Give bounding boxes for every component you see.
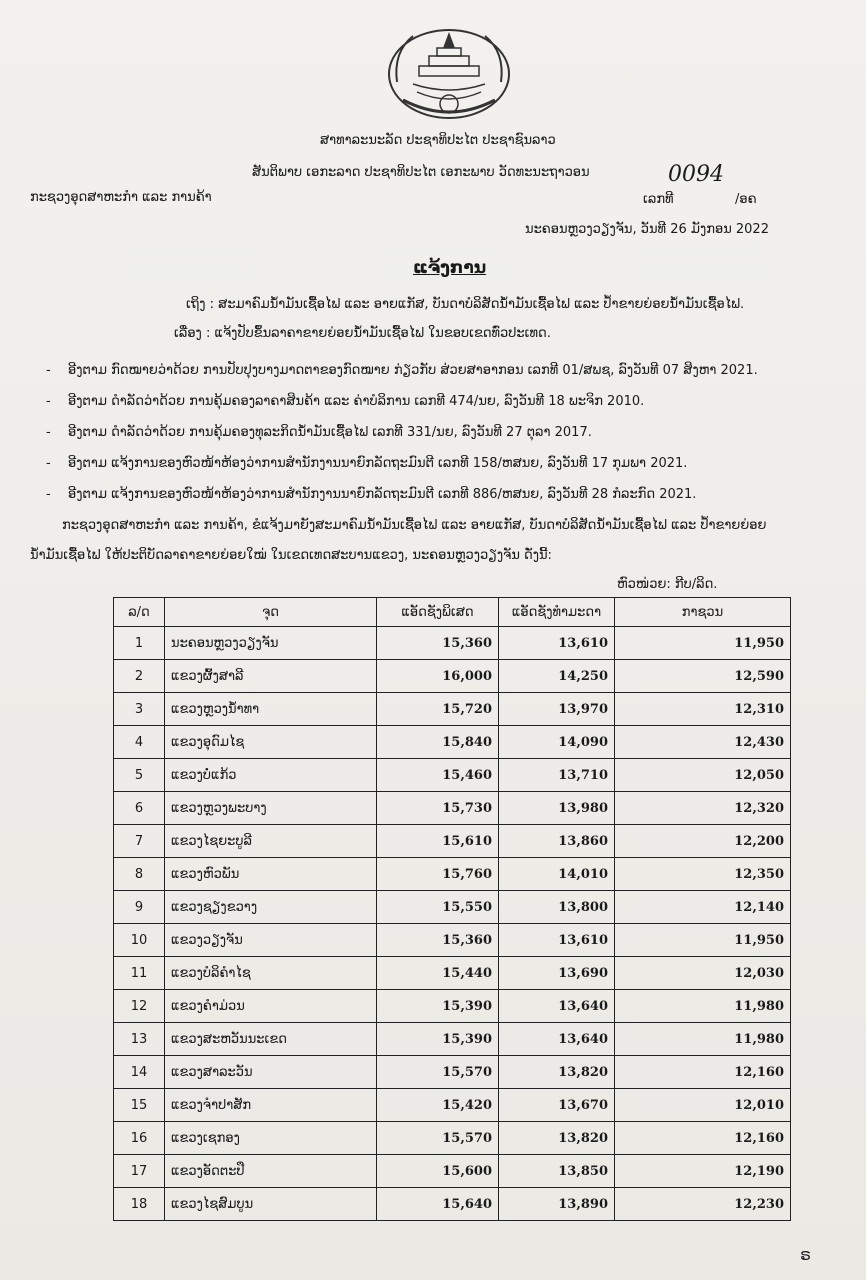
diesel-price: 11,980 — [615, 990, 791, 1023]
location-name: ແຂວງອັດຕະປື — [165, 1155, 377, 1188]
location-name: ແຂວງສາລະວັນ — [165, 1056, 377, 1089]
row-number: 3 — [114, 693, 165, 726]
row-number: 2 — [114, 660, 165, 693]
location-name: ແຂວງຄຳມ່ວນ — [165, 990, 377, 1023]
diesel-price: 12,010 — [615, 1089, 791, 1122]
row-number: 13 — [114, 1023, 165, 1056]
table-row — [114, 825, 791, 858]
location-name: ແຂວງອຸດົມໄຊ — [165, 726, 377, 759]
table-row — [114, 792, 791, 825]
reference-item: - ອີງຕາມ ດຳລັດວ່າດ້ວຍ ການຄຸ້ມຄອງລາຄາສິນຄ້າ ແລະ ຄ່າບໍລິການ ເລກທີ 474/ນຍ, ລົງວັນທີ 18 ພະຈິກ 2010. — [46, 394, 645, 409]
body-paragraph-line-2: ນ້ຳມັນເຊື້ອໄຟ ໃຫ້ປະຕິບັດລາຄາຂາຍຍ່ອຍໃໝ່ ໃນເຂດເທດສະບານແຂວງ, ນະຄອນຫຼວງວຽງຈັນ ດັ່ງນີ້: — [30, 548, 552, 563]
diesel-price: 12,230 — [615, 1188, 791, 1221]
reference-item: - ອີງຕາມ ກົດໝາຍວ່າດ້ວຍ ການປັບປຸງບາງມາດຕາຂອງກົດໝາຍ ກ່ຽວກັບ ສ່ວຍສາອາກອນ ເລກທີ 01/ສພຊ, ລົງວັນທີ 07 ສິງຫາ 2021. — [46, 363, 758, 378]
page-mark: ຣ — [800, 1245, 811, 1264]
row-number: 4 — [114, 726, 165, 759]
location-name: ແຂວງຫຼວງນ້ຳທາ — [165, 693, 377, 726]
row-number: 11 — [114, 957, 165, 990]
doc-number-label: ເລກທີ — [643, 192, 674, 207]
row-number: 16 — [114, 1122, 165, 1155]
diesel-price: 12,160 — [615, 1122, 791, 1155]
location-name: ແຂວງວຽງຈັນ — [165, 924, 377, 957]
row-number: 5 — [114, 759, 165, 792]
regular-price: 14,090 — [499, 726, 615, 759]
location-name: ແຂວງບໍ່ແກ້ວ — [165, 759, 377, 792]
location-name: ແຂວງບໍລິຄຳໄຊ — [165, 957, 377, 990]
country-name: ສາທາລະນະລັດ ປະຊາທິປະໄຕ ປະຊາຊົນລາວ — [320, 133, 556, 148]
table-row — [114, 1023, 791, 1056]
diesel-price: 12,160 — [615, 1056, 791, 1089]
national-motto: ສັນຕິພາບ ເອກະລາດ ປະຊາທິປະໄຕ ເອກະພາບ ວັດທະນະຖາວອນ — [252, 165, 590, 180]
row-number: 1 — [114, 627, 165, 660]
diesel-price: 12,200 — [615, 825, 791, 858]
diesel-price: 11,950 — [615, 924, 791, 957]
regular-price: 13,690 — [499, 957, 615, 990]
regular-price: 13,980 — [499, 792, 615, 825]
fuel-price-table — [113, 597, 791, 1221]
table-row — [114, 660, 791, 693]
row-number: 18 — [114, 1188, 165, 1221]
premium-price: 15,840 — [377, 726, 499, 759]
location-name: ແຂວງຫຼວງພະບາງ — [165, 792, 377, 825]
diesel-price: 12,140 — [615, 891, 791, 924]
date-line: ນະຄອນຫຼວງວຽງຈັນ, ວັນທີ 26 ມັງກອນ 2022 — [525, 222, 769, 237]
table-row — [114, 957, 791, 990]
table-row — [114, 726, 791, 759]
doc-number-suffix: /ອຄ — [735, 192, 757, 207]
regular-price: 13,970 — [499, 693, 615, 726]
diesel-price: 12,430 — [615, 726, 791, 759]
regular-price: 13,710 — [499, 759, 615, 792]
regular-price: 13,800 — [499, 891, 615, 924]
premium-price: 15,760 — [377, 858, 499, 891]
diesel-price: 12,310 — [615, 693, 791, 726]
premium-price: 15,460 — [377, 759, 499, 792]
row-number: 15 — [114, 1089, 165, 1122]
premium-price: 15,640 — [377, 1188, 499, 1221]
regular-price: 13,820 — [499, 1122, 615, 1155]
reference-item: - ອີງຕາມ ແຈ້ງການຂອງຫົວໜ້າຫ້ອງວ່າການສຳນັກງານນາຍົກລັດຖະມົນຕີ ເລກທີ 886/ຫສນຍ, ລົງວັນທີ 28 ກໍລະກົດ 2021. — [46, 487, 697, 502]
premium-price: 15,600 — [377, 1155, 499, 1188]
table-row — [114, 627, 791, 660]
location-name: ແຂວງໄຊຍະບູລີ — [165, 825, 377, 858]
row-number: 6 — [114, 792, 165, 825]
reference-item: - ອີງຕາມ ດຳລັດວ່າດ້ວຍ ການຄຸ້ມຄອງທຸລະກິດນ້ຳມັນເຊື້ອໄຟ ເລກທີ 331/ນຍ, ລົງວັນທີ 27 ຕຸລາ 2017. — [46, 425, 592, 440]
diesel-price: 12,350 — [615, 858, 791, 891]
table-row — [114, 1056, 791, 1089]
diesel-price: 12,030 — [615, 957, 791, 990]
location-name: ແຂວງຫົວພັນ — [165, 858, 377, 891]
diesel-price: 11,950 — [615, 627, 791, 660]
diesel-price: 12,050 — [615, 759, 791, 792]
handwritten-doc-number: 0094 — [668, 162, 724, 187]
national-emblem — [383, 22, 515, 122]
row-number: 8 — [114, 858, 165, 891]
regular-price: 13,890 — [499, 1188, 615, 1221]
regular-price: 13,610 — [499, 627, 615, 660]
header-regular-gasoline: ແອັດຊັງທຳມະດາ — [499, 598, 615, 627]
premium-price: 15,360 — [377, 924, 499, 957]
row-number: 12 — [114, 990, 165, 1023]
location-name: ແຂວງຊຽງຂວາງ — [165, 891, 377, 924]
row-number: 17 — [114, 1155, 165, 1188]
location-name: ນະຄອນຫຼວງວຽງຈັນ — [165, 627, 377, 660]
premium-price: 15,360 — [377, 627, 499, 660]
table-row — [114, 1089, 791, 1122]
table-header-row — [114, 598, 791, 627]
row-number: 7 — [114, 825, 165, 858]
premium-price: 15,730 — [377, 792, 499, 825]
header-no: ລ/ດ — [114, 598, 165, 627]
premium-price: 15,390 — [377, 1023, 499, 1056]
regular-price: 13,640 — [499, 990, 615, 1023]
regular-price: 13,820 — [499, 1056, 615, 1089]
premium-price: 15,570 — [377, 1056, 499, 1089]
diesel-price: 12,320 — [615, 792, 791, 825]
location-name: ແຂວງຜົ້ງສາລີ — [165, 660, 377, 693]
recipient-line: ເຖິງ : ສະມາຄົມນ້ຳມັນເຊື້ອໄຟ ແລະ ອາຍແກັສ, ບັນດາບໍລິສັດນ້ຳມັນເຊື້ອໄຟ ແລະ ປ້ຳຂາຍຍ່ອຍນ້ຳມັນເຊື້ອໄຟ. — [186, 297, 745, 312]
regular-price: 13,610 — [499, 924, 615, 957]
row-number: 9 — [114, 891, 165, 924]
premium-price: 16,000 — [377, 660, 499, 693]
table-row — [114, 990, 791, 1023]
location-name: ແຂວງສະຫວັນນະເຂດ — [165, 1023, 377, 1056]
notice-title: ແຈ້ງການ — [413, 258, 487, 278]
reference-item: - ອີງຕາມ ແຈ້ງການຂອງຫົວໜ້າຫ້ອງວ່າການສຳນັກງານນາຍົກລັດຖະມົນຕີ ເລກທີ 158/ຫສນຍ, ລົງວັນທີ 17 ກຸມພາ 2021. — [46, 456, 688, 471]
regular-price: 13,850 — [499, 1155, 615, 1188]
table-row — [114, 924, 791, 957]
table-row — [114, 1188, 791, 1221]
diesel-price: 11,980 — [615, 1023, 791, 1056]
body-paragraph-line-1: ກະຊວງອຸດສາຫະກຳ ແລະ ການຄ້າ, ຂໍແຈ້ງມາຍັງສະມາຄົມນ້ຳມັນເຊື້ອໄຟ ແລະ ອາຍແກັສ, ບັນດາບໍລິສັດນ້ຳມັນເຊື້ອໄຟ ແລະ ປ້ຳຂາຍຍ່ອຍ — [62, 518, 767, 533]
regular-price: 13,670 — [499, 1089, 615, 1122]
regular-price: 14,250 — [499, 660, 615, 693]
header-premium-gasoline: ແອັດຊັງພິເສດ — [377, 598, 499, 627]
row-number: 10 — [114, 924, 165, 957]
premium-price: 15,550 — [377, 891, 499, 924]
table-row — [114, 693, 791, 726]
regular-price: 14,010 — [499, 858, 615, 891]
location-name: ແຂວງຈຳປາສັກ — [165, 1089, 377, 1122]
row-number: 14 — [114, 1056, 165, 1089]
diesel-price: 12,590 — [615, 660, 791, 693]
table-row — [114, 1122, 791, 1155]
unit-label: ຫົວໜ່ວຍ: ກີບ/ລິດ. — [617, 577, 718, 592]
subject-line: ເລື່ອງ : ແຈ້ງປັບຂຶ້ນລາຄາຂາຍຍ່ອຍນ້ຳມັນເຊື້ອໄຟ ໃນຂອບເຂດທົ່ວປະເທດ. — [174, 326, 551, 341]
location-name: ແຂວງໄຊສົມບູນ — [165, 1188, 377, 1221]
premium-price: 15,720 — [377, 693, 499, 726]
table-row — [114, 1155, 791, 1188]
regular-price: 13,640 — [499, 1023, 615, 1056]
table-row — [114, 891, 791, 924]
premium-price: 15,610 — [377, 825, 499, 858]
ministry-name: ກະຊວງອຸດສາຫະກຳ ແລະ ການຄ້າ — [30, 190, 212, 205]
premium-price: 15,390 — [377, 990, 499, 1023]
table-row — [114, 858, 791, 891]
table-row — [114, 759, 791, 792]
premium-price: 15,440 — [377, 957, 499, 990]
premium-price: 15,570 — [377, 1122, 499, 1155]
premium-price: 15,420 — [377, 1089, 499, 1122]
regular-price: 13,860 — [499, 825, 615, 858]
header-diesel: ກາຊວນ — [615, 598, 791, 627]
header-location: ຈຸດ — [165, 598, 377, 627]
diesel-price: 12,190 — [615, 1155, 791, 1188]
location-name: ແຂວງເຊກອງ — [165, 1122, 377, 1155]
